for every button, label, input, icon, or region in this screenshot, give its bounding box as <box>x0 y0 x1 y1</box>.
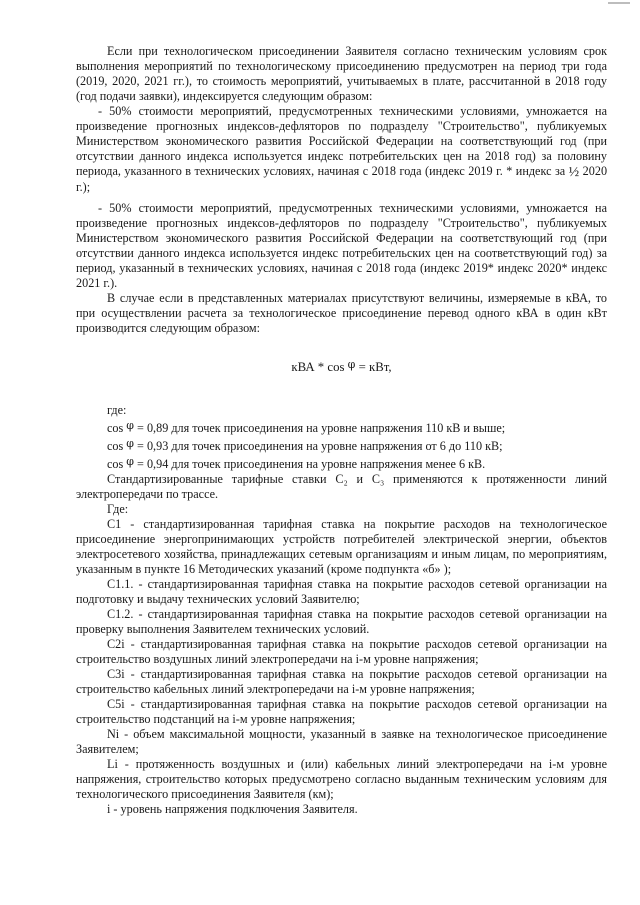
paragraph-indexation-full: - 50% стоимости мероприятий, предусмотренных техническими условиями, умножается на произведение прогнозных индексов-дефляторов по подразделу "Строительство", публикуемых Министерством экономического развития Российской Федерации на соответствующий год (при отсутствии данного индекса используется индекс потребительских цен на соответствующий год) за период, указанный в технических условиях, начиная с 2018 года (индекс 2019* индекс 2020* индекс 2021 г.). <box>76 201 607 290</box>
definition-c3i: С3i - стандартизированная тарифная ставка на покрытие расходов сетевой организации на строительство кабельных линий электропередачи на i-м уровне напряжения; <box>76 667 607 696</box>
one-half: ½ <box>568 165 580 180</box>
index-formula: (индекс 2019 г. * индекс за ½ 2020 г.); <box>76 164 608 194</box>
where-label-2: Где: <box>107 502 129 516</box>
cos-line-1: cos φ = 0,89 для точек присоединения на уровне напряжения 110 кВ и выше; <box>107 419 506 435</box>
definitions-list <box>76 517 607 817</box>
definition-c1: С1 - стандартизированная тарифная ставка на покрытие расходов на технологическое присоединение энергопринимающих устройств потребителей электрической энергии, объектов электросетевого хозяйства, принадлежащих сетевым организациям и иным лицам, по мероприятиям, указанным в пункте 16 Методических указаний (кроме подпункта «б» ); <box>76 517 607 576</box>
definition-c2i: С2i - стандартизированная тарифная ставка на покрытие расходов сетевой организации на строительство воздушных линий электропередачи на i-м уровне напряжения; <box>76 637 607 666</box>
conversion-formula: кВА * cos φ = кВт, <box>291 358 392 374</box>
definition-i: i - уровень напряжения подключения Заявителя. <box>107 802 358 816</box>
definition-li: Li - протяженность воздушных и (или) кабельных линий электропередачи на i-м уровне напряжения, строительство которых предусмотрено согласно выданным техническим условиям для технологического присоединения Заявителя (км); <box>76 757 607 801</box>
paragraph-tariff-rates: Стандартизированные тарифные ставки С₂ и С₃ применяются к протяженности линий электропередачи по трассе. <box>76 472 607 501</box>
scan-mark <box>608 2 630 4</box>
paragraph-intro: Если при технологическом присоединении Заявителя согласно техническим условиям срок выполнения мероприятий по технологическому присоединению предусмотрен на период три года (2019, 2020, 2021 гг.), то стоимость мероприятий, учитываемых в плате, рассчитанной в 2018 году (год подачи заявки), индексируется следующим образом: <box>76 44 607 103</box>
definition-ni: Ni - объем максимальной мощности, указанный в заявке на технологическое присоединение Заявителем; <box>76 727 607 756</box>
document-body <box>76 44 607 817</box>
cos-line-2: cos φ = 0,93 для точек присоединения на уровне напряжения от 6 до 110 кВ; <box>107 437 503 453</box>
cos-line-3: cos φ = 0,94 для точек присоединения на уровне напряжения менее 6 кВ. <box>107 455 486 471</box>
definition-c1-1: С1.1. - стандартизированная тарифная ставка на покрытие расходов сетевой организации на подготовку и выдачу технических условий Заявителю; <box>76 577 607 606</box>
paragraph-text: - 50% стоимости мероприятий, предусмотренных техническими условиями, умножается на произведение прогнозных индексов-дефляторов по подразделу "Строительство", публикуемых Министерством экономического развития Российской Федерации на соответствующий год (при отсутствии данного индекса используется индекс потребительских цен на 2018 год) за половину периода, указанного в технических условиях, начиная с 2018 года <box>76 104 607 178</box>
paragraph-kva-conversion: В случае если в представленных материалах присутствуют величины, измеряемые в кВА, то при осуществлении расчета за технологическое присоединение перевод одного кВА в один кВт производится следующим образом: <box>76 291 607 335</box>
definition-c5i: С5i - стандартизированная тарифная ставка на покрытие расходов сетевой организации на строительство подстанций на i-м уровне напряжения; <box>76 697 607 726</box>
phi-symbol: φ <box>347 358 356 371</box>
paragraph-indexation-half <box>76 104 607 195</box>
definition-c1-2: С1.2. - стандартизированная тарифная ставка на покрытие расходов сетевой организации на проверку выполнения Заявителем технических условий. <box>76 607 607 636</box>
where-label: где: <box>107 403 127 417</box>
